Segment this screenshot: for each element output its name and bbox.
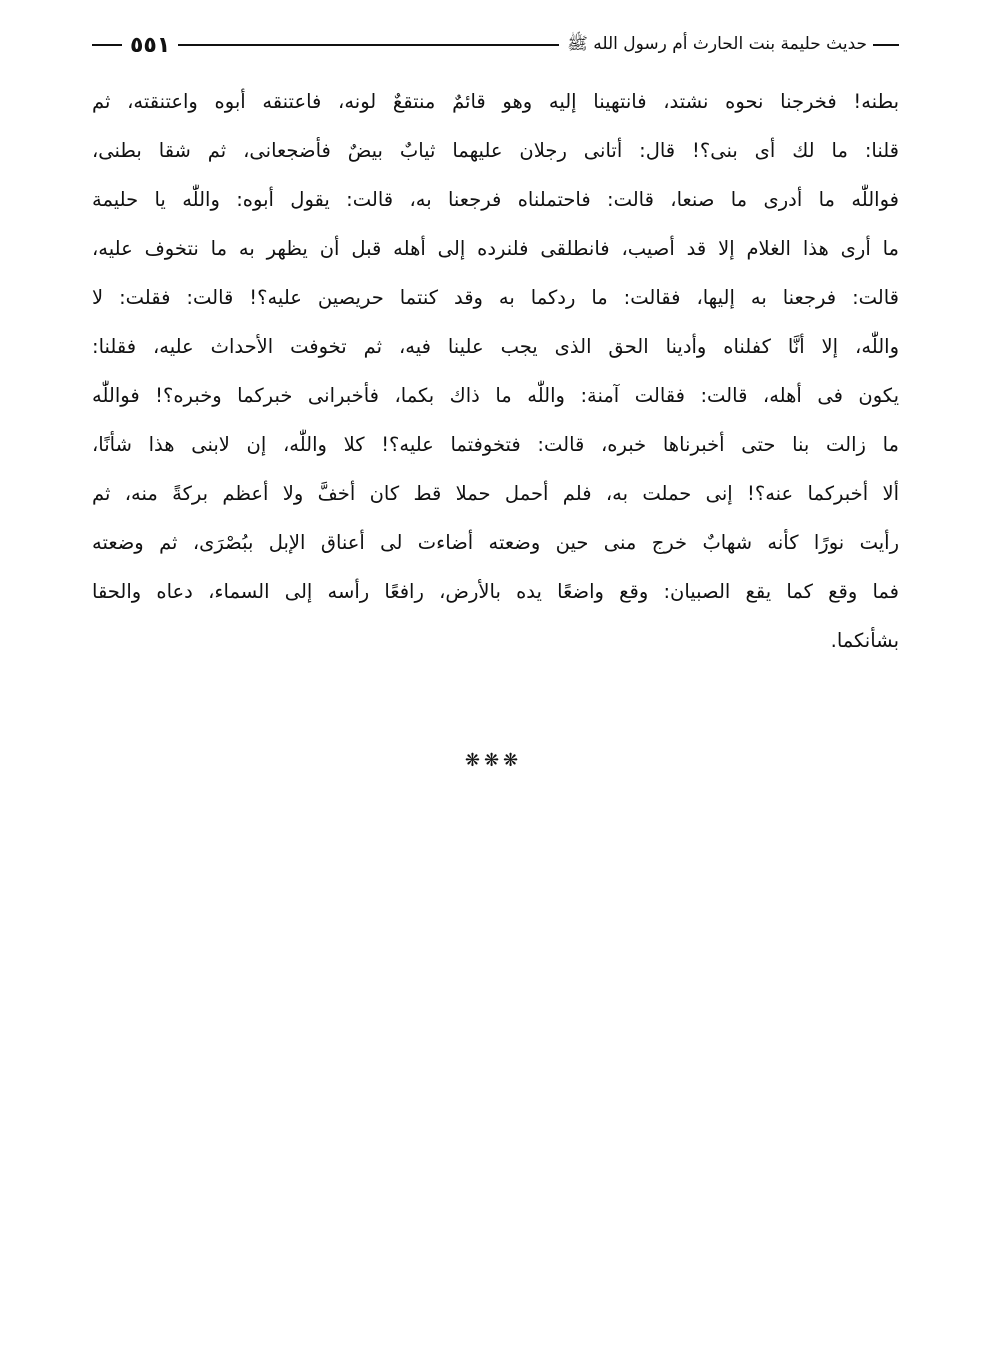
page-number: ٥٥١ (130, 32, 171, 58)
body-text (92, 77, 899, 665)
text-line: ما زالت بنا حتى أخبرناها خبره، قالت: فتخوفتما عليه؟! كلا واللّٰه، إن لابنى هذا شأنًا، (92, 433, 899, 456)
text-line: بشأنكما. (830, 629, 899, 652)
text-line: قالت: فرجعنا به إليها، فقالت: ما ردكما به وقد كنتما حريصين عليه؟! قالت: فقلت: لا (92, 286, 899, 309)
text-line: يكون فى أهله، قالت: فقالت آمنة: واللّٰه ما ذاك بكما، فأخبرانى خبركما وخبره؟! فواللّٰه (92, 384, 899, 407)
text-line: فواللّٰه ما أدرى ما صنعا، قالت: فاحتملناه فرجعنا به، قالت: يقول أبوه: واللّٰه يا حليمة (92, 188, 899, 211)
text-line: رأيت نورًا كأنه شهابٌ خرج منى حين وضعته أضاءت لى أعناق الإبل ببُصْرَى، ثم وضعته (92, 531, 899, 554)
header-dash (873, 44, 899, 46)
text-line: ألا أخبركما عنه؟! إنى حملت به، فلم أحمل حملا قط كان أخفَّ ولا أعظم بركةً منه، ثم (92, 482, 899, 505)
text-line: واللّٰه، إلا أنَّا كفلناه وأدينا الحق الذى يجب علينا فيه، ثم تخوفت الأحداث عليه، فقلنا: (92, 335, 899, 358)
text-line: بطنه! فخرجنا نحوه نشتد، فانتهينا إليه وهو قائمٌ منتقعٌ لونه، فاعتنقه أبوه واعتنقته، ثم (92, 90, 899, 113)
section-end-asterisks: ❋❋❋ (464, 750, 523, 771)
running-title: حديث حليمة بنت الحارث أم رسول الله ﷺ (567, 33, 867, 54)
page-header (92, 30, 899, 60)
text-line: ما أرى هذا الغلام إلا قد أصيب، فانطلقى فلنرده إلى أهله قبل أن يظهر به ما نتخوف عليه، (92, 237, 899, 260)
header-rule (178, 44, 559, 46)
header-dash (92, 44, 122, 46)
text-line: فما وقع كما يقع الصبيان: وقع واضعًا يده بالأرض، رافعًا رأسه إلى السماء، دعاه والحقا (92, 580, 899, 603)
text-line: قلنا: ما لك أى بنى؟! قال: أتانى رجلان عليهما ثيابٌ بيضٌ فأضجعانى، ثم شقا بطنى، (92, 139, 899, 162)
